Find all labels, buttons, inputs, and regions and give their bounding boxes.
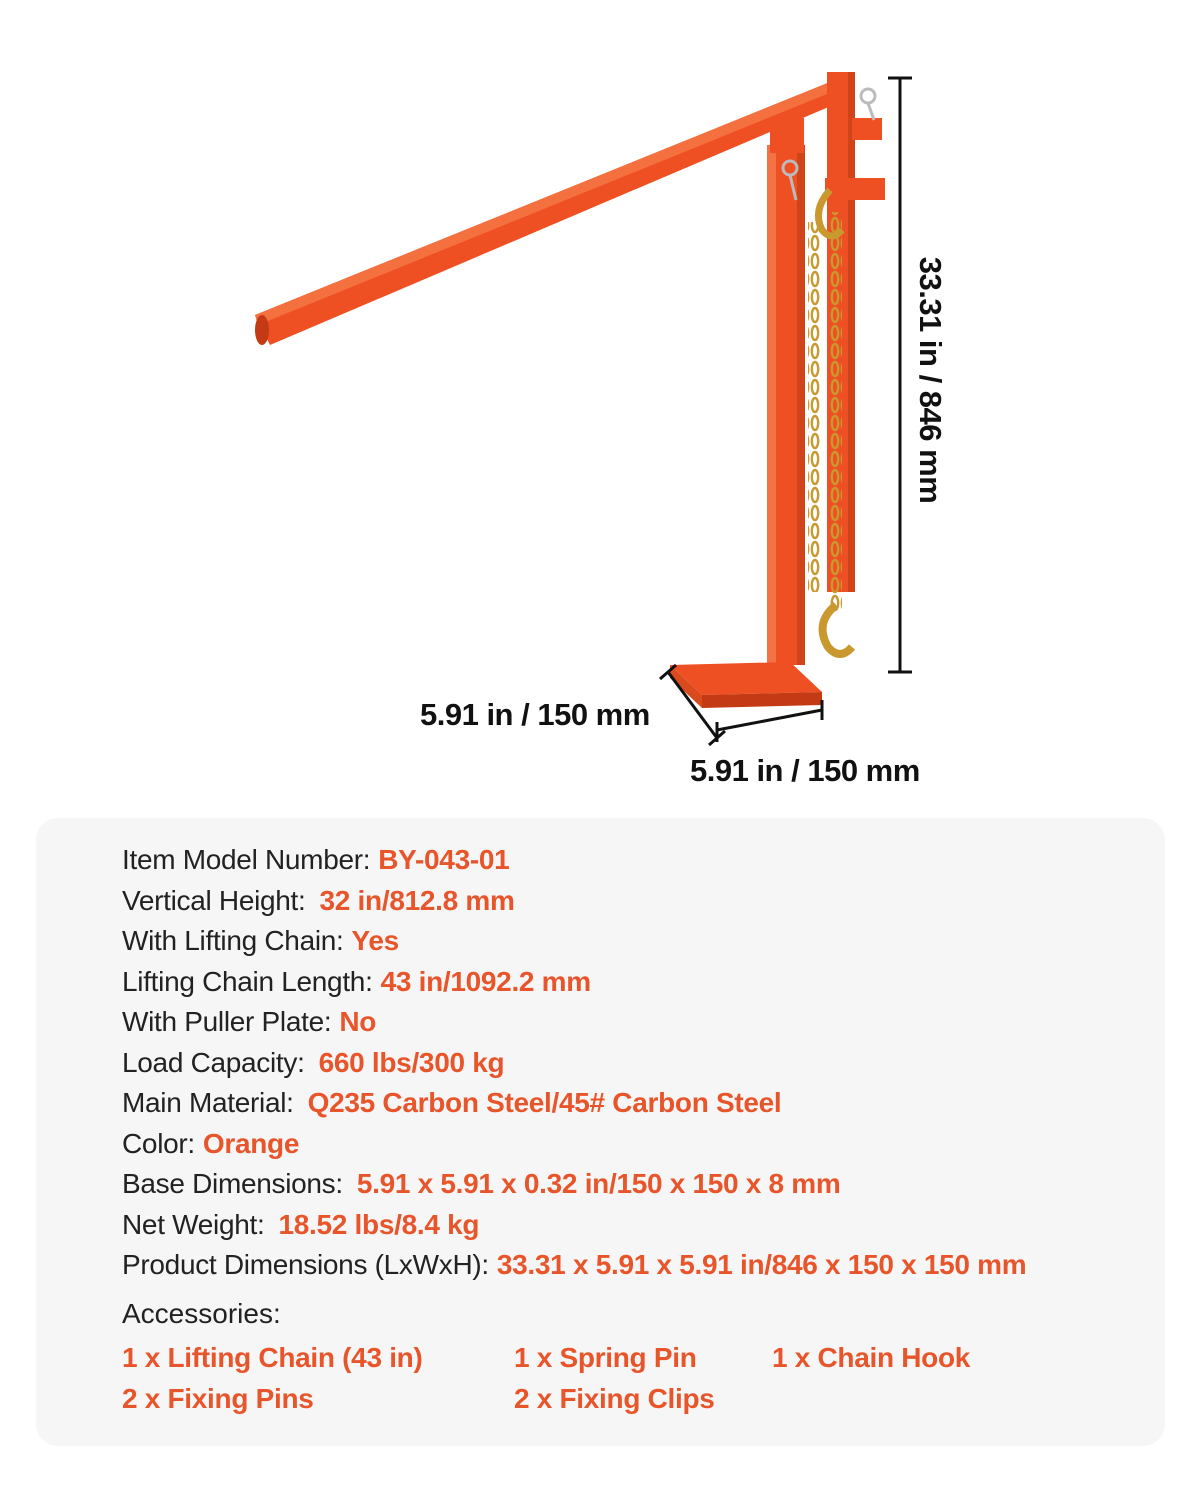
- spec-row-chain-length: [122, 962, 1026, 1003]
- spec-row-lifting-chain: [122, 921, 1026, 962]
- spec-row-product-dimensions: [122, 1245, 1026, 1286]
- width-dimension-label: 5.91 in / 150 mm: [690, 753, 920, 788]
- spec-value: Yes: [351, 925, 399, 956]
- specifications-list: [122, 840, 1026, 1286]
- height-dimension-line: [888, 78, 912, 672]
- spec-label: Load Capacity:: [122, 1046, 305, 1078]
- spec-label: With Puller Plate:: [122, 1006, 332, 1037]
- accessory-item: 1 x Spring Pin: [514, 1342, 697, 1373]
- spec-label: Item Model Number:: [122, 844, 371, 875]
- spec-label: Lifting Chain Length:: [122, 965, 373, 997]
- spec-row-color: [122, 1124, 1026, 1165]
- spec-value: 43 in/1092.2 mm: [380, 965, 591, 997]
- accessory-item: 2 x Fixing Clips: [514, 1382, 715, 1414]
- spec-row-vertical-height: [122, 881, 1026, 922]
- base-plate: [670, 662, 822, 708]
- spec-value: 32 in/812.8 mm: [319, 884, 515, 916]
- spec-value: 5.91 x 5.91 x 0.32 in/150 x 150 x 8 mm: [356, 1168, 841, 1199]
- spec-row-puller-plate: [122, 1002, 1026, 1043]
- spec-row-load-capacity: [122, 1043, 1026, 1084]
- accessories-list: [122, 1338, 1032, 1419]
- spec-value: 18.52 lbs/8.4 kg: [278, 1208, 480, 1240]
- spec-value: BY-043-01: [378, 844, 510, 875]
- depth-dimension-label: 5.91 in / 150 mm: [420, 697, 650, 732]
- spec-label: With Lifting Chain:: [122, 925, 344, 956]
- spec-value: 660 lbs/300 kg: [318, 1046, 505, 1078]
- height-dimension-label: 33.31 in / 846 mm: [913, 256, 948, 504]
- spec-label: Main Material:: [122, 1087, 294, 1118]
- spec-value: Orange: [202, 1127, 300, 1159]
- handle-bar: [255, 82, 845, 345]
- spec-value: Q235 Carbon Steel/45# Carbon Steel: [307, 1087, 782, 1118]
- spec-row-model-number: [122, 840, 1026, 881]
- spec-value: 33.31 x 5.91 x 5.91 in/846 x 150 x 150 mm: [496, 1249, 1027, 1280]
- accessory-item: 1 x Lifting Chain (43 in): [122, 1342, 423, 1373]
- accessory-item: 2 x Fixing Pins: [122, 1382, 314, 1414]
- spec-label: Net Weight:: [122, 1208, 265, 1240]
- spec-label: Product Dimensions (LxWxH):: [122, 1249, 489, 1280]
- upright-post: [767, 118, 805, 665]
- accessory-item: 1 x Chain Hook: [772, 1342, 971, 1373]
- spec-value: No: [339, 1006, 377, 1037]
- accessories-title: Accessories:: [122, 1298, 281, 1329]
- spec-row-main-material: [122, 1083, 1026, 1124]
- spec-label: Color:: [122, 1127, 195, 1159]
- spec-label: Base Dimensions:: [122, 1168, 343, 1199]
- spec-row-base-dimensions: [122, 1164, 1026, 1205]
- spec-row-net-weight: [122, 1205, 1026, 1246]
- spec-label: Vertical Height:: [122, 884, 306, 916]
